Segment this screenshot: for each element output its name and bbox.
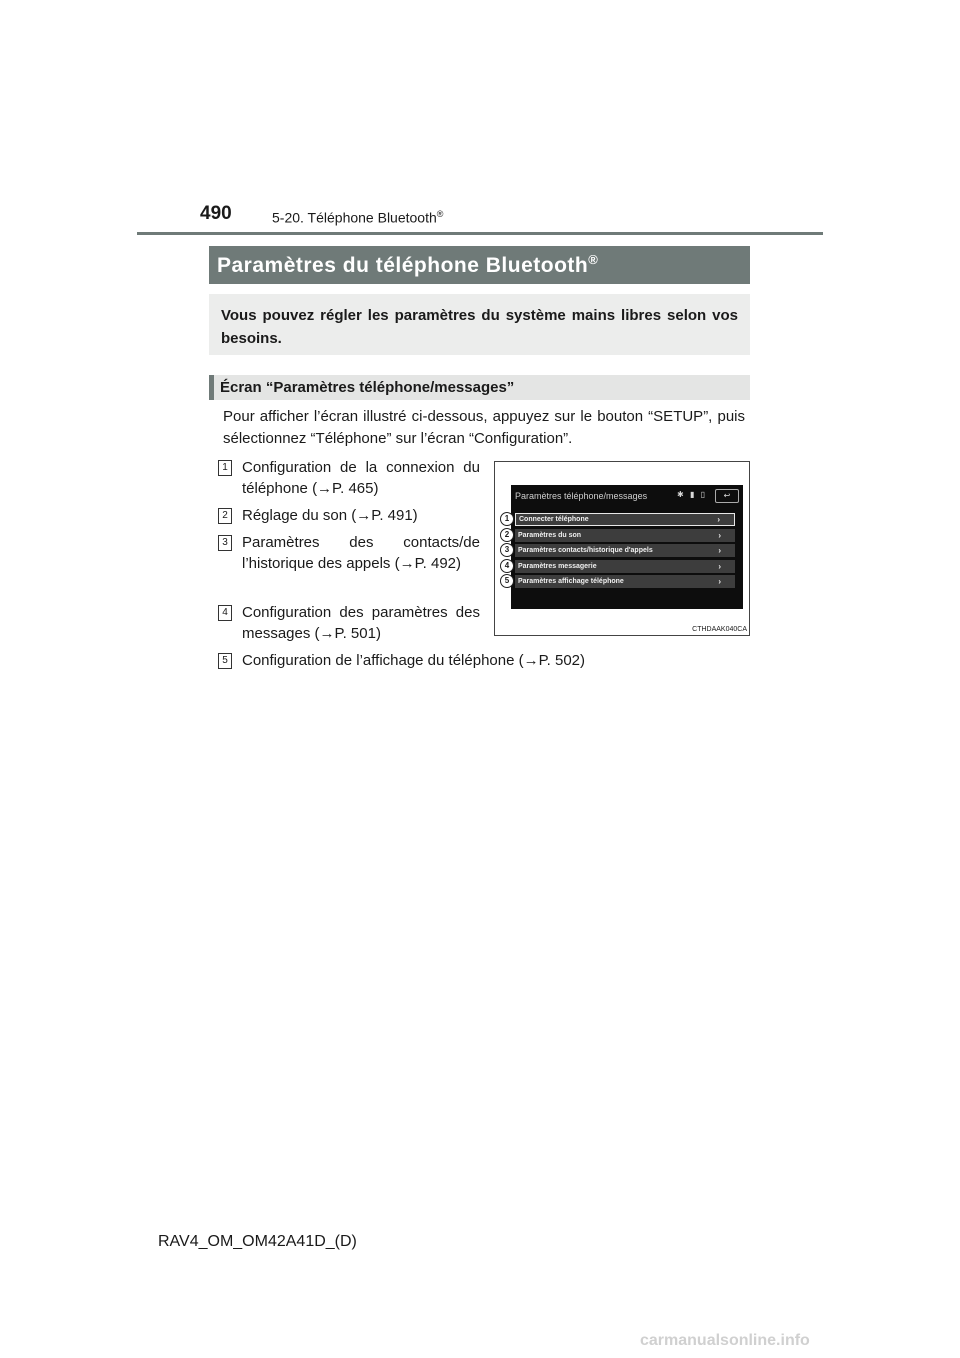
menu-row-label: Paramètres messagerie: [518, 563, 597, 570]
list-item: [218, 505, 480, 526]
screen-illustration: [494, 461, 750, 636]
list-item: [218, 602, 480, 644]
menu-row-label: Paramètres du son: [518, 532, 582, 539]
list-item-text: Configuration des paramètres des messages (→P. 501): [242, 604, 480, 642]
item-number-badge: 4: [218, 605, 232, 621]
list-item-text: Configuration de la connexion du téléphone (→P. 465): [242, 459, 480, 497]
list-item: [218, 650, 718, 671]
bluetooth-battery-icon: ✱ ▮ ▯: [677, 490, 707, 499]
chevron-right-icon: ›: [718, 531, 721, 540]
item-number-badge: 3: [218, 535, 232, 551]
menu-row: [515, 544, 735, 557]
back-icon: ↩: [715, 489, 739, 503]
title-registered-mark: ®: [588, 252, 599, 267]
callout-number: 4: [500, 559, 514, 573]
section-label: [272, 209, 443, 226]
chevron-right-icon: ›: [718, 577, 721, 586]
footer-code: RAV4_OM_OM42A41D_(D): [158, 1233, 357, 1250]
watermark: carmanualsonline.info: [640, 1332, 810, 1349]
menu-row-label: Connecter téléphone: [519, 516, 589, 523]
chevron-right-icon: ›: [717, 515, 720, 524]
intro-box: Vous pouvez régler les paramètres du système mains libres selon vos besoins.: [209, 294, 750, 355]
list-item: [218, 532, 480, 574]
page-title-text: Paramètres du téléphone Bluetooth: [217, 254, 589, 277]
menu-row: [515, 529, 735, 542]
body-paragraph: Pour afficher l’écran illustré ci-dessous, appuyez sur le bouton “SETUP”, puis sélectionnez “Téléphone” sur l’écran “Configuration”.: [223, 408, 745, 447]
list-item-text: Configuration de l’affichage du téléphone (→P. 502): [242, 652, 586, 669]
callout-number: 2: [500, 528, 514, 542]
item-number-badge: 1: [218, 460, 232, 476]
section-subheading: Écran “Paramètres téléphone/messages”: [209, 375, 750, 400]
header-rule: [137, 232, 823, 235]
menu-row: [515, 575, 735, 588]
chevron-right-icon: ›: [718, 562, 721, 571]
page-title: [209, 246, 750, 284]
menu-row-label: Paramètres contacts/historique d'appels: [518, 547, 653, 554]
callout-number: 1: [500, 512, 514, 526]
menu-row: [515, 513, 735, 526]
screen-title: Paramètres téléphone/messages: [515, 491, 648, 501]
item-number-badge: 2: [218, 508, 232, 524]
list-item-text: Paramètres des contacts/de l’historique des appels (→P. 492): [242, 534, 480, 572]
page-number: 490: [200, 203, 232, 224]
callout-number: 3: [500, 543, 514, 557]
item-number-badge: 5: [218, 653, 232, 669]
list-item: [218, 457, 480, 499]
display-screen: [511, 485, 743, 609]
chevron-right-icon: ›: [718, 546, 721, 555]
section-label-text: 5-20. Téléphone Bluetooth: [272, 209, 437, 226]
callout-number: 5: [500, 574, 514, 588]
list-item-text: Réglage du son (→P. 491): [242, 507, 418, 524]
menu-row: [515, 560, 735, 573]
registered-mark: ®: [436, 209, 444, 219]
figure-code: CTHDAAK040CA: [692, 626, 747, 633]
menu-row-label: Paramètres affichage téléphone: [518, 578, 624, 585]
